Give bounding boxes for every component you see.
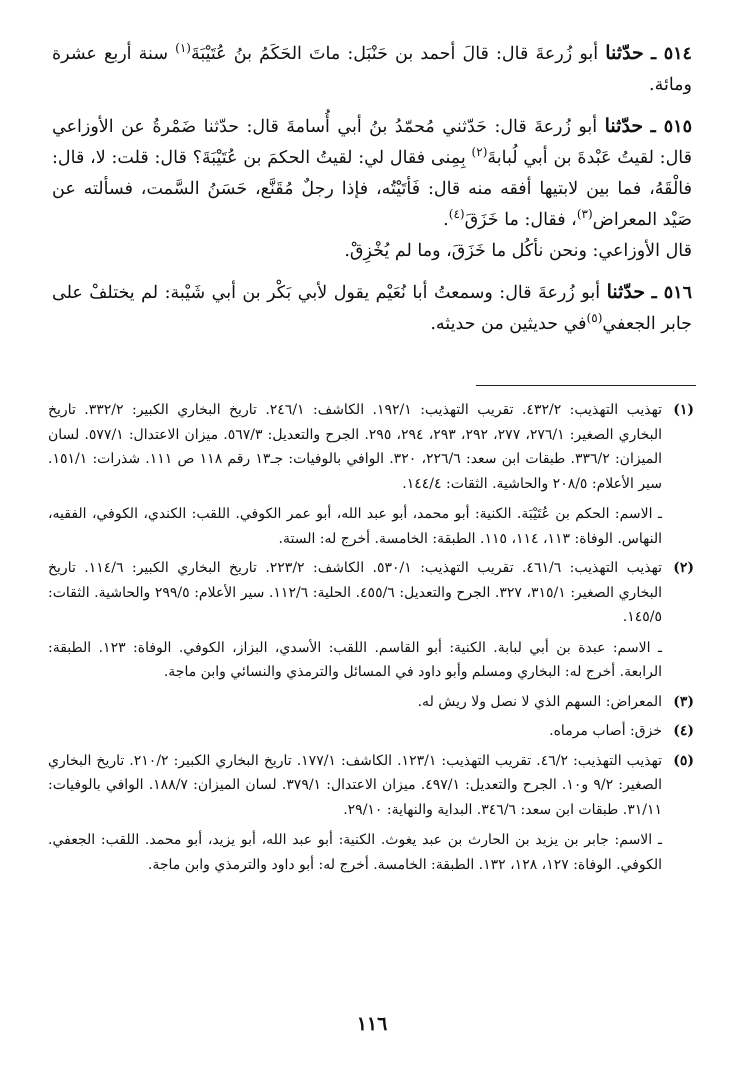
footnote-text: خزق: أصاب مرماه. — [549, 723, 662, 739]
entry-text: أبو زُرعةَ قال: قالَ أحمد بن حَنْبَل: ماتَ الحَكَمُ بنُ عُتَيْبَةَ — [190, 44, 599, 64]
entry-keyword: حدّثنا — [605, 42, 644, 64]
footnote-bio: ـ الاسم: عبدة بن أبي لبابة. الكنية: أبو القاسم. اللقب: الأسدي، البزاز، الكوفي. الوفاة: ١٢٣. الطبقة: الرابعة. أخرج له: البخاري ومسلم وأبو داود في المسائل والترمذي والنسائي وابن ماجة. — [48, 639, 662, 680]
footnote-mark: (٥) — [673, 752, 694, 769]
footnotes — [48, 398, 698, 882]
footnote-ref: (٢) — [471, 145, 488, 160]
entry-text: أبو زُرعةَ قال: وسمعتُ أبا نُعَيْم يقول لأبي بَكْر بن أبي شَيْبة: لم يختلفْ على جابر الجعفي — [52, 283, 692, 334]
footnote-mark: (٤) — [673, 723, 694, 739]
page-number: ١١٦ — [356, 1013, 388, 1035]
entry-keyword: حدّثنا — [604, 115, 644, 137]
entry-keyword: حدّثنا — [606, 281, 646, 303]
entry-number: ٥١٤ ـ — [650, 44, 692, 64]
entry-text: في حديثين من حديثه. — [430, 314, 587, 334]
footnote-bio: ـ الاسم: الحكم بن عُتَيْبَة. الكنية: أبو محمد، أبو عبد الله، أبو عمر الكوفي. اللقب: الكندي، الكوفي، الفقيه، النهاس. الوفاة: ١١٣، ١١٤، ١١٥. الطبقة: الخامسة. أخرج له: الستة. — [48, 506, 662, 547]
footnote-bio: ـ الاسم: جابر بن يزيد بن الحارث بن عبد يغوث. الكنية: أبو عبد الله، أبو يزيد، أبو محمد. اللقب: الجعفي. الكوفي. الوفاة: ١٢٧، ١٢٨، ١٣٢. الطبقة: الخامسة. أخرج له: أبو داود والترمذي وابن ماجة. — [48, 832, 662, 873]
footnote-mark: (٣) — [673, 693, 694, 710]
footnote-ref: (٥) — [586, 311, 603, 326]
footnote-3 — [48, 690, 698, 715]
entry-text: أبو زُرعةَ قال: حَدّثني مُحمّدُ بنُ أبي أُسامةَ قال: حدّثنا ضَمْرةُ عن الأوزاعي قال: لقيتُ عَبْدةَ بن أبي لُبابةَ — [52, 117, 692, 168]
entry-text: بِمِنى فقال لي: لقيتُ الحكمَ بن عُتَيْبَةَ؟ قال: قلت: لا، قال: فالْقَهُ، فما بين لابتيها أفقه منه قال: فَأتَيْتُه، فإذا رجلٌ مُقَنَّع، حَسَنُ السَّمت، فسألته عن صَيْد المعراض — [52, 148, 692, 230]
footnote-4 — [48, 719, 698, 744]
footnote-divider — [476, 385, 696, 386]
footnote-mark: (١) — [673, 402, 694, 418]
footnote-ref: (٤) — [448, 207, 465, 222]
footnote-1 — [48, 398, 698, 551]
footnote-5 — [48, 749, 698, 878]
entry-number: ٥١٦ ـ — [651, 283, 692, 303]
footnote-text: تهذيب التهذيب: ٤٦١/٦. تقريب التهذيب: ٥٣٠/١. الكاشف: ٢٢٣/٢. تاريخ البخاري الكبير: ١١٤/٦. تاريخ البخاري الصغير: ٣١٥/١، ٣٢٧. الجرح والتعديل: ٤٥٥/٦. الحلية: ١١٢/٦. سير الأعلام: ٢٩٩/٥ والحاشية. الثقات: ١٤٥/٥. — [48, 560, 662, 625]
entry-514 — [52, 38, 692, 101]
main-text — [52, 38, 692, 350]
footnote-ref: (٣) — [576, 207, 593, 222]
footnote-text: المعراض: السهم الذي لا نصل ولا ريش له. — [417, 693, 662, 710]
entry-text: ، فقال: ما خَزَقَ — [464, 210, 577, 230]
entry-516 — [52, 277, 692, 340]
footnote-text: تهذيب التهذيب: ٤٦/٢. تقريب التهذيب: ١٢٣/١. الكاشف: ١٧٧/١. تاريخ البخاري الكبير: ٢١٠/٢. تاريخ البخاري الصغير: ٩/٢ و١٠. الجرح والتعديل: ٤٩٧/١. ميزان الاعتدال: ٣٧٩/١. لسان الميزان: ١٨٨/٧. الوافي بالوفيات: ٣١/١١. طبقات ابن سعد: ٣٤٦/٦. البداية والنهاية: ٢٩/١٠. — [48, 752, 663, 818]
entry-515-continuation — [52, 236, 692, 267]
entry-text: . — [443, 210, 449, 230]
footnote-ref: (١) — [175, 41, 191, 56]
footnote-mark: (٢) — [673, 560, 694, 576]
entry-515 — [52, 111, 692, 236]
footnote-text: تهذيب التهذيب: ٤٣٢/٢. تقريب التهذيب: ١٩٢/١. الكاشف: ٢٤٦/١. تاريخ البخاري الكبير: ٣٣٢/٢. تاريخ البخاري الصغير: ٢٧٦/١، ٢٧٧، ٢٩٢، ٢٩٣، ٢٩٤، ٢٩٥. الجرح والتعديل: ٥٦٧/٣. ميزان الاعتدال: ٥٧٧/١. لسان الميزان: ٣٣٦/٢. طبقات ابن سعد: ٢٢٦/٦، ٣٢٠. الوافي بالوفيات: جـ١٣ رقم ١١٨ ص ١١١. شذرات: ١٥١/١. سير الأعلام: ٢٠٨/٥ والحاشية. الثقات: ١٤٤/٤. — [48, 402, 663, 492]
footnote-2 — [48, 556, 698, 685]
entry-text: سنة أربع عشرة ومائة. — [52, 44, 692, 95]
entry-text: قال الأوزاعي: ونحن نأكُل ما خَزَقَ، وما لم يُخْزِقْ. — [344, 241, 692, 261]
entry-number: ٥١٥ ـ — [650, 117, 692, 137]
